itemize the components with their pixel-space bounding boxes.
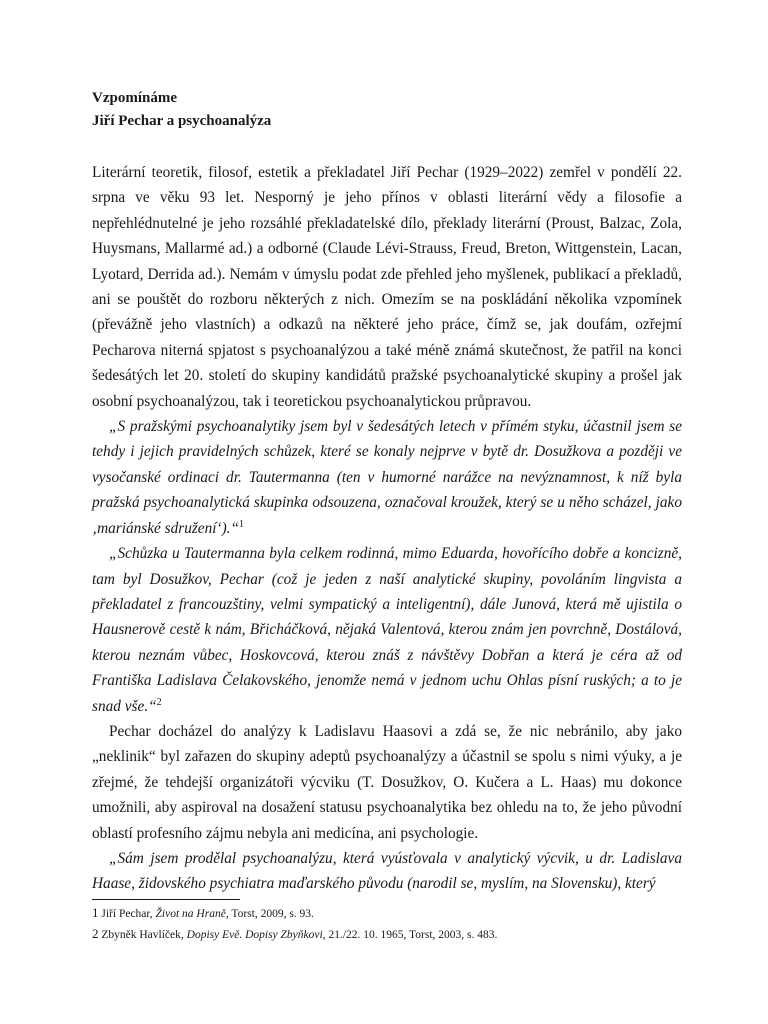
footnote-ref-1: 1 [239, 518, 245, 530]
quote-haas: „Sám jsem prodělal psychoanalýzu, která vyúsťovala v analytický výcvik, u dr. Ladislava Haase, židovského psychiatra maďarského původu (narodil se, myslím, na Slovensku), který [92, 849, 682, 893]
footnote-2: 2 Zbyněk Havlíček, Dopisy Evě. Dopisy Zbyňkovi, 21./22. 10. 1965, Torst, 2003, s. 483. [92, 926, 498, 941]
paragraph-intro: Literární teoretik, filosof, estetik a překladatel Jiří Pechar (1929–2022) zemřel v pondělí 22. srpna ve věku 93 let. Nesporný je jeho přínos v oblasti literární vědy a filosofie a nepřehlédnutelné je jeho rozsáhlé překladatelské dílo, překlady literární (Proust, Balzac, Zola, Huysmans, Mallarmé ad.) a odborné (Claude Lévi-Strauss, Freud, Breton, Wittgenstein, Lacan, Lyotard, Derrida ad.). Nemám v úmyslu podat zde přehled jeho myšlenek, publikací a překladů, ani se pouštět do rozboru některých z nich. Omezím se na poskládání několika vzpomínek (převážně jeho vlastních) a odkazů na některé jeho práce, čímž se, jak doufám, ozřejmí Pecharova niterná spjatost s psychoanalýzou a také méně známá skutečnost, že patřil na konci šedesátých let 20. století do skupiny kandidátů pražské psychoanalytické skupiny a prošel jak osobní psychoanalýzou, tak i teoretickou psychoanalytickou průpravou. [92, 164, 682, 410]
footnote-1: 1 Jiří Pechar, Život na Hraně, Torst, 2009, s. 93. [92, 905, 314, 920]
footnote-divider [92, 899, 240, 900]
paragraph-analysis: Pechar docházel do analýzy k Ladislavu Haasovi a zdá se, že nic nebránilo, aby jako „neklinik“ byl zařazen do skupiny adeptů psychoanalýzy a účastnil se spolu s nimi výuky, a je zřejmé, že tehdejší organizátoři výcviku (T. Dosužkov, O. Kučera a L. Haas) mu dokonce umožnili, aby aspiroval na dosažení statusu psychoanalytika bez ohledu na to, že jeho původní oblastí profesního zájmu nebyla ani medicína, ani psychologie. [92, 722, 682, 842]
article-title: Jiří Pechar a psychoanalýza [92, 113, 272, 129]
article-body [92, 160, 682, 897]
quote-pechar: „S pražskými psychoanalytiky jsem byl v šedesátých letech v přímém styku, účastnil jsem se tehdy i jejich pravidelných schůzek, které se konaly nejprve v bytě dr. Dosužkova a později ve vysočanské ordinaci dr. Tautermanna (ten v humorné narážce na nevýznamnost, k níž byla pražská psychoanalytická skupinka odsouzena, označoval kroužek, který se u něho scházel, jako ‚mariánské sdružení‘).“$^1$ [92, 418, 682, 537]
section-label: Vzpomínáme [92, 90, 177, 106]
footnote-ref-2: 2 [156, 696, 162, 708]
quote-havlicek: „Schůzka u Tautermanna byla celkem rodinná, mimo Eduarda, hovořícího dobře a koncizně, tam byl Dosužkov, Pechar (což je jeden z naší analytické skupiny, povoláním lingvista a překladatel z francouzštiny, velmi sympatický a inteligentní), dále Junová, která mě ujistila o Hausnerově cestě k nám, Břicháčková, nějaká Valentová, kterou znám jen povrchně, Dostálová, kterou neznám vůbec, Hoskovcová, kterou znáš z návštěvy Dobřan a která je céra až od Františka Ladislava Čelakovského, jenomže nemá v jednom uchu Ohlas písní ruských; a to je snad vše.“$^2$ [92, 545, 682, 715]
footnotes [92, 903, 682, 945]
